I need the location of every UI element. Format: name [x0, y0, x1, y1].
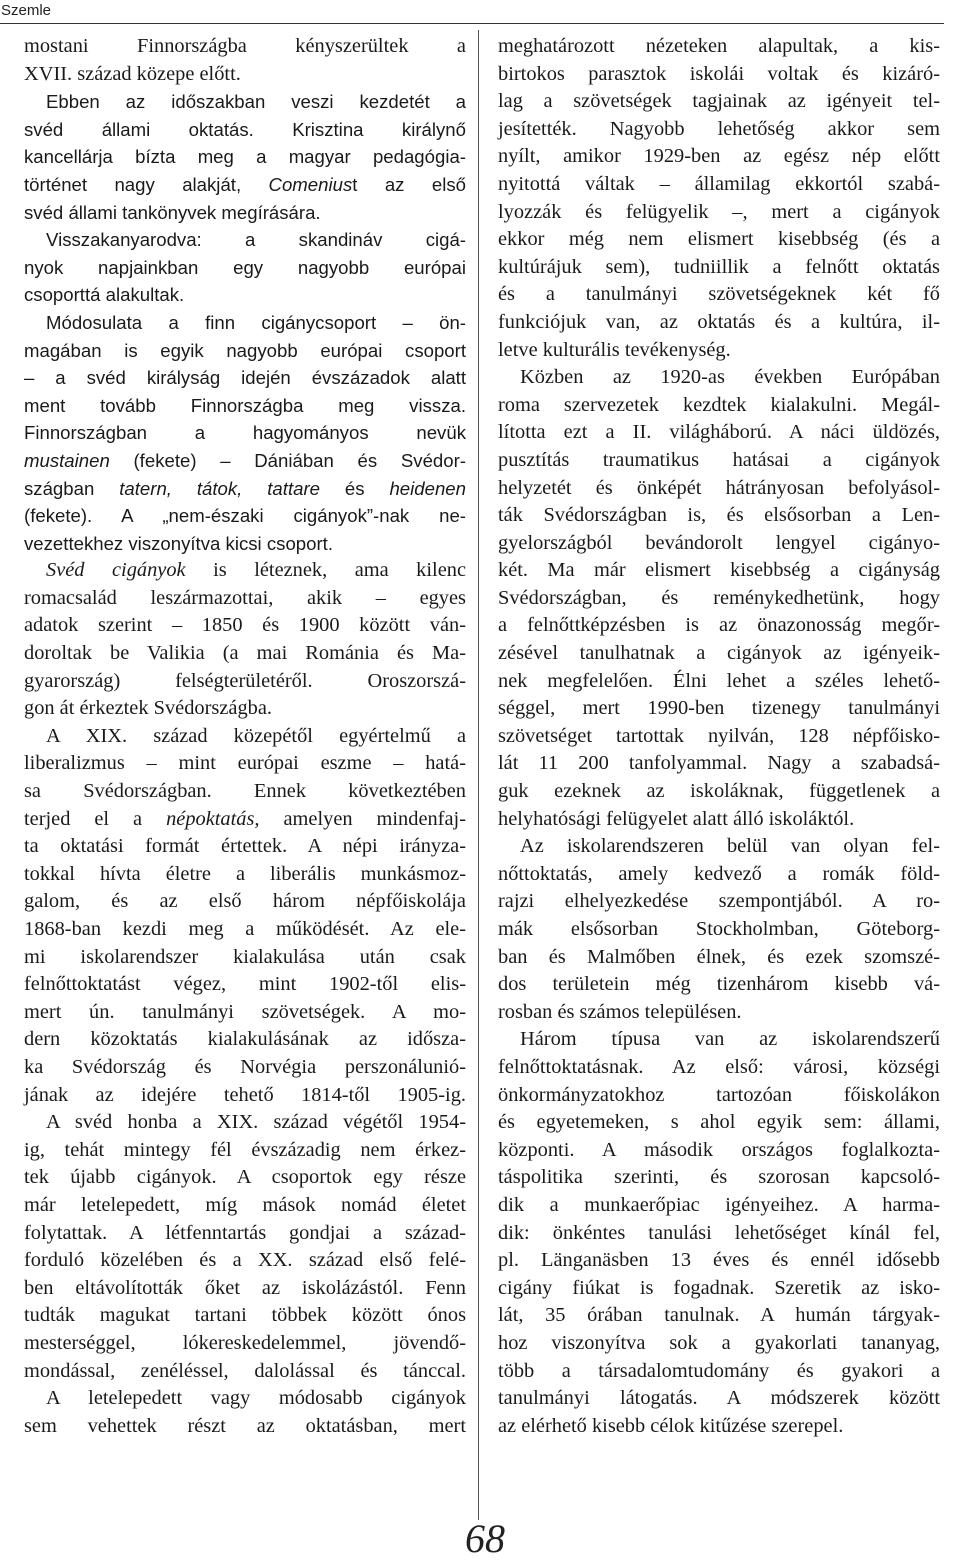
- text-line: adatok szerint – 1850 és 1900 között ván-: [24, 614, 466, 637]
- text-line: birtokos parasztok iskolái voltak és kizáró-: [498, 62, 940, 85]
- text-line: ekkor még nem elismert kisebbség (és a: [498, 228, 940, 251]
- page-number: 68: [465, 1516, 505, 1561]
- text-line: ment tovább Finnországba meg vissza.: [24, 394, 466, 416]
- text-line: már letelepedett, míg mások nomád életet: [24, 1193, 466, 1216]
- text-line: gyelországból bevándorolt lengyel cigányo-: [498, 531, 940, 554]
- text-line: tudták magukat tartani többek között ónos: [24, 1304, 466, 1327]
- right-column: [498, 33, 940, 1440]
- text-line: cigány fiúkat is fogadnak. Szeretik az isko-: [498, 1276, 940, 1299]
- text-line: és a tanulmányi szövetségeknek két fő: [498, 283, 940, 306]
- text-line: több a társadalomtudomány és gyakori a: [498, 1359, 940, 1382]
- text-line: dern közoktatás kialakulásának az idősza-: [24, 1028, 466, 1051]
- text-line: lát, 35 órában tanulnak. A humán tárgyak-: [498, 1304, 940, 1327]
- text-line: nek megfelelően. Élni lehet a széles lehető-: [498, 669, 940, 692]
- running-head: Szemle: [1, 2, 52, 19]
- text-line: A letelepedett vagy módosabb cigányok: [46, 1387, 466, 1410]
- text-line: pusztítás traumatikus hatásai a cigányok: [498, 448, 940, 471]
- column-rule: [478, 30, 479, 1520]
- text-line: szágban tatern, tátok, tattare és heidenen: [24, 477, 466, 499]
- text-line: lította ezt a II. világháború. A náci üldözés,: [498, 421, 940, 444]
- text-line: mostani Finnországba kényszerültek a: [24, 35, 466, 57]
- text-line: önkormányzatokhoz tartozóan főiskolákon: [498, 1083, 940, 1106]
- text-line: dik a munkaerőpiac igényeihez. A harma-: [498, 1193, 940, 1216]
- text-line: jának az idejére tehető 1814-től 1905-ig.: [24, 1083, 466, 1106]
- text-line: lát 11 200 tanfolyammal. Nagy a szabadsá-: [498, 752, 940, 775]
- text-line: Finnországban a hagyományos nevük: [24, 422, 466, 444]
- text-line: forduló közelében és a XX. század első felé-: [24, 1249, 466, 1272]
- text-line: Svéd cigányok is léteznek, ama kilenc: [46, 559, 467, 582]
- text-line: kancellárja bízta meg a magyar pedagógia-: [24, 146, 466, 168]
- text-line: gyarország) felségterületéről. Oroszorszá-: [24, 669, 466, 692]
- text-line: nőttoktatás, amely kedvező a romák föld-: [498, 862, 940, 885]
- text-line: két. Ma már elismert kisebbség a cigányság: [498, 559, 940, 582]
- header-rule: [0, 23, 944, 24]
- text-line: Svédországban, és reménykedhetünk, hogy: [498, 586, 940, 609]
- text-line: doroltak be Valikia (a mai Románia és Ma-: [24, 642, 466, 665]
- text-line: (fekete). A „nem-északi cigányok”-nak ne-: [24, 505, 466, 527]
- text-line: központi. A második országos foglalkozta-: [498, 1138, 940, 1161]
- text-line: liberalizmus – mint európai eszme – hatá-: [24, 752, 466, 775]
- text-line: Három típusa van az iskolarendszerű: [520, 1028, 940, 1051]
- text-line: meghatározott nézeteken alapultak, a kis-: [498, 35, 940, 57]
- text-line: 1868-ban kezdi meg a működését. Az ele-: [24, 918, 466, 940]
- left-column: [24, 33, 466, 1440]
- text-line: rosban és számos településen.: [498, 1000, 742, 1023]
- text-line: funkciójuk van, az oktatás és a kultúra, il-: [498, 310, 940, 333]
- text-line: vezettekhez viszonyítva kicsi csoport.: [24, 532, 333, 554]
- text-line: tanulmányi látogatás. A módszerek között: [498, 1387, 940, 1410]
- text-line: mondással, zenéléssel, dalolással és tánccal.: [24, 1359, 466, 1382]
- text-line: ták Svédországban is, és elsősorban a Len-: [498, 504, 940, 527]
- text-line: hoz viszonyítva sok a gyakorlati tananyag,: [498, 1331, 940, 1354]
- text-line: XVII. század közepe előtt.: [24, 62, 241, 85]
- text-line: romacsalád leszármazottai, akik – egyes: [24, 586, 466, 609]
- text-line: történet nagy alakját, Comeniust az első: [24, 173, 466, 195]
- text-line: szövetséget tartottak nyilván, 128 népfőisko-: [498, 724, 940, 747]
- text-line: mert ún. tanulmányi szövetségek. A mo-: [24, 1000, 466, 1023]
- text-line: Ebben az időszakban veszi kezdetét a: [46, 91, 466, 113]
- text-line: guk ezeknek az iskoláknak, függetlenek a: [498, 780, 940, 803]
- text-line: galom, és az első három népfőiskolája: [24, 890, 466, 913]
- text-line: nyílt, amikor 1929-ben az egész nép előtt: [498, 145, 940, 168]
- text-line: Közben az 1920-as években Európában: [520, 366, 940, 389]
- text-line: sa Svédországban. Ennek következtében: [24, 780, 466, 803]
- text-line: folytattak. A létfenntartás gondjai a század-: [24, 1221, 466, 1244]
- text-line: letve kulturális tevékenység.: [498, 338, 731, 361]
- text-line: zésével tanulhatnak a cigányok az igényeik-: [498, 642, 940, 665]
- text-line: és egyetemeken, s ahol egyik sem: állami,: [498, 1111, 940, 1134]
- text-line: Módosulata a finn cigánycsoport – ön-: [46, 311, 466, 333]
- text-line: séggel, mert 1990-ben tizenegy tanulmányi: [498, 697, 940, 720]
- text-line: felnőttoktatást végez, mint 1902-től elis-: [24, 973, 466, 996]
- text-line: tek újabb cigányok. A csoportok egy része: [24, 1166, 466, 1189]
- text-line: dos területein még tizenhárom kisebb vá-: [498, 973, 940, 996]
- text-line: lyozzák és felügyelik –, mert a cigányok: [498, 200, 940, 223]
- text-line: tokkal hívta életre a liberális munkásmoz-: [24, 862, 466, 885]
- text-line: ig, tehát mintegy fél évszázadig nem érkez-: [24, 1138, 466, 1161]
- text-line: dik: önkéntes tanulási lehetőséget kínál fel,: [498, 1221, 940, 1244]
- text-line: felnőttoktatásnak. Az első: városi, községi: [498, 1055, 940, 1078]
- text-line: ben eltávolították őket az iskolázástól. Fenn: [24, 1276, 466, 1299]
- text-line: helyzetét és önképét hátrányosan befolyásol-: [498, 476, 940, 499]
- text-line: – a svéd királyság idején évszázadok alatt: [24, 367, 466, 389]
- text-line: kultúrájuk sem), tudniillik a felnőtt oktatás: [498, 255, 940, 278]
- text-line: mák elsősorban Stockholmban, Göteborg-: [498, 918, 940, 940]
- text-line: magában is egyik nagyobb európai csoport: [24, 339, 466, 361]
- text-line: terjed el a népoktatás, amelyen mindenfaj-: [24, 807, 466, 830]
- text-line: A XIX. század közepétől egyértelmű a: [46, 724, 466, 747]
- text-line: táspolitika szerinti, és szorosan kapcsoló-: [498, 1166, 940, 1189]
- text-line: Visszakanyarodva: a skandináv cigá-: [46, 229, 466, 251]
- text-line: mustainen (fekete) – Dániában és Svédor-: [24, 449, 466, 471]
- text-line: gon át érkeztek Svédországba.: [24, 697, 272, 720]
- text-line: Az iskolarendszeren belül van olyan fel-: [520, 835, 940, 858]
- text-line: ka Svédország és Norvégia perszonálunió-: [24, 1055, 466, 1078]
- text-line: a felnőttképzésben is az önazonosság megőr-: [498, 614, 940, 637]
- text-line: A svéd honba a XIX. század végétől 1954-: [46, 1111, 466, 1134]
- text-line: csoporttá alakultak.: [24, 284, 185, 306]
- text-line: mi iskolarendszer kialakulása után csak: [24, 945, 466, 968]
- text-line: ban és Malmőben élnek, és ezek szomszé-: [498, 945, 940, 968]
- text-line: pl. Länganäsben 13 éves és ennél idősebb: [498, 1249, 940, 1272]
- text-line: jesítették. Nagyobb lehetőség akkor sem: [498, 117, 940, 140]
- text-line: nyitottá váltak – államilag ekkortól szabá-: [498, 172, 940, 195]
- text-line: helyhatósági felügyelet alatt álló iskoláktól.: [498, 807, 855, 830]
- text-line: svéd állami oktatás. Krisztina királynő: [24, 118, 466, 140]
- text-line: sem vehettek részt az oktatásban, mert: [24, 1414, 466, 1437]
- text-line: ta oktatási formát értettek. A népi irányza-: [24, 835, 466, 858]
- text-line: lag a szövetségek tagjainak az igényeit tel-: [498, 90, 940, 113]
- text-line: rajzi elhelyezkedése szempontjából. A ro-: [498, 890, 940, 913]
- text-line: svéd állami tankönyvek megírására.: [24, 201, 321, 223]
- text-line: az elérhető kisebb célok kitűzése szerepel.: [498, 1414, 844, 1437]
- text-line: mesterséggel, lókereskedelemmel, jövendő-: [24, 1331, 466, 1354]
- text-line: nyok napjainkban egy nagyobb európai: [24, 256, 466, 278]
- text-line: roma szervezetek kezdtek kialakulni. Megál-: [498, 393, 940, 416]
